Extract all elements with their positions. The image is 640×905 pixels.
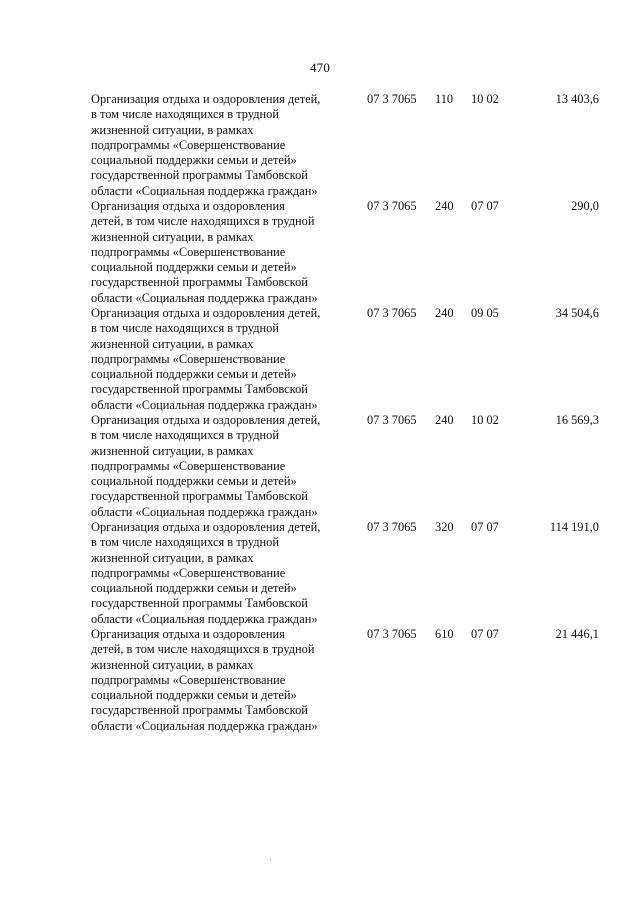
row-description — [91, 306, 349, 413]
description-line: подпрограммы «Совершенствование — [91, 137, 286, 152]
scan-speck — [270, 858, 271, 860]
expense-type: 240 — [435, 199, 454, 213]
description-line: государственной программы Тамбовской — [91, 703, 308, 718]
expense-type: 610 — [435, 627, 454, 641]
section-code: 07 07 — [471, 199, 499, 213]
table-row — [91, 199, 601, 306]
description-line: жизненной ситуации, в рамках — [91, 336, 254, 351]
description-line: социальной поддержки семьи и детей» — [91, 367, 297, 382]
expense-type: 240 — [435, 306, 454, 320]
description-line: в том числе находящихся в трудной — [91, 107, 279, 122]
row-description — [91, 92, 349, 199]
description-line: Организация отдыха и оздоровления — [91, 627, 285, 641]
description-line: государственной программы Тамбовской — [91, 489, 308, 504]
table-row — [91, 92, 601, 199]
description-line: государственной программы Тамбовской — [91, 596, 308, 611]
row-description — [91, 520, 349, 627]
description-line: социальной поддержки семьи и детей» — [91, 688, 297, 703]
row-description — [91, 627, 349, 734]
description-line: социальной поддержки семьи и детей» — [91, 581, 297, 596]
amount: 114 191,0 — [549, 520, 599, 534]
target-code: 07 3 7065 — [367, 627, 417, 641]
description-line: области «Социальная поддержка граждан» — [91, 611, 318, 626]
page-number: 470 — [309, 60, 331, 75]
description-line: в том числе находящихся в трудной — [91, 535, 279, 550]
section-code: 10 02 — [471, 92, 499, 106]
description-line: в том числе находящихся в трудной — [91, 428, 279, 443]
table-row — [91, 627, 601, 734]
description-line: социальной поддержки семьи и детей» — [91, 153, 297, 168]
description-line: жизненной ситуации, в рамках — [91, 657, 254, 672]
section-code: 10 02 — [471, 413, 499, 427]
section-code: 09 05 — [471, 306, 499, 320]
description-line: подпрограммы «Совершенствование — [91, 458, 286, 473]
target-code: 07 3 7065 — [367, 413, 417, 427]
description-line: государственной программы Тамбовской — [91, 275, 308, 290]
amount: 290,0 — [571, 199, 599, 213]
description-line: области «Социальная поддержка граждан» — [91, 183, 318, 198]
section-code: 07 07 — [471, 627, 499, 641]
description-line: области «Социальная поддержка граждан» — [91, 290, 318, 305]
expense-type: 110 — [435, 92, 454, 106]
amount: 13 403,6 — [555, 92, 599, 106]
expense-type: 320 — [435, 520, 454, 534]
description-line: социальной поддержки семьи и детей» — [91, 474, 297, 489]
table-row — [91, 520, 601, 627]
description-line: области «Социальная поддержка граждан» — [91, 397, 318, 412]
table-row — [91, 413, 601, 520]
description-line: Организация отдыха и оздоровления детей, — [91, 92, 321, 106]
description-line: государственной программы Тамбовской — [91, 382, 308, 397]
description-line: государственной программы Тамбовской — [91, 168, 308, 183]
description-line: Организация отдыха и оздоровления детей, — [91, 306, 321, 320]
amount: 16 569,3 — [555, 413, 599, 427]
description-line: Организация отдыха и оздоровления детей, — [91, 520, 321, 534]
description-line: жизненной ситуации, в рамках — [91, 443, 254, 458]
description-line: подпрограммы «Совершенствование — [91, 244, 286, 259]
description-line: в том числе находящихся в трудной — [91, 321, 279, 336]
description-line: жизненной ситуации, в рамках — [91, 122, 254, 137]
description-line: детей, в том числе находящихся в трудной — [91, 642, 315, 657]
budget-table — [91, 92, 601, 734]
target-code: 07 3 7065 — [367, 306, 417, 320]
description-line: области «Социальная поддержка граждан» — [91, 718, 318, 733]
target-code: 07 3 7065 — [367, 92, 417, 106]
table-row — [91, 306, 601, 413]
amount: 34 504,6 — [555, 306, 599, 320]
description-line: жизненной ситуации, в рамках — [91, 550, 254, 565]
expense-type: 240 — [435, 413, 454, 427]
row-description — [91, 413, 349, 520]
target-code: 07 3 7065 — [367, 520, 417, 534]
description-line: Организация отдыха и оздоровления — [91, 199, 285, 213]
description-line: подпрограммы «Совершенствование — [91, 565, 286, 580]
description-line: области «Социальная поддержка граждан» — [91, 504, 318, 519]
section-code: 07 07 — [471, 520, 499, 534]
description-line: детей, в том числе находящихся в трудной — [91, 214, 315, 229]
amount: 21 446,1 — [555, 627, 599, 641]
description-line: Организация отдыха и оздоровления детей, — [91, 413, 321, 427]
description-line: подпрограммы «Совершенствование — [91, 672, 286, 687]
description-line: жизненной ситуации, в рамках — [91, 229, 254, 244]
target-code: 07 3 7065 — [367, 199, 417, 213]
description-line: социальной поддержки семьи и детей» — [91, 260, 297, 275]
row-description — [91, 199, 349, 306]
description-line: подпрограммы «Совершенствование — [91, 351, 286, 366]
